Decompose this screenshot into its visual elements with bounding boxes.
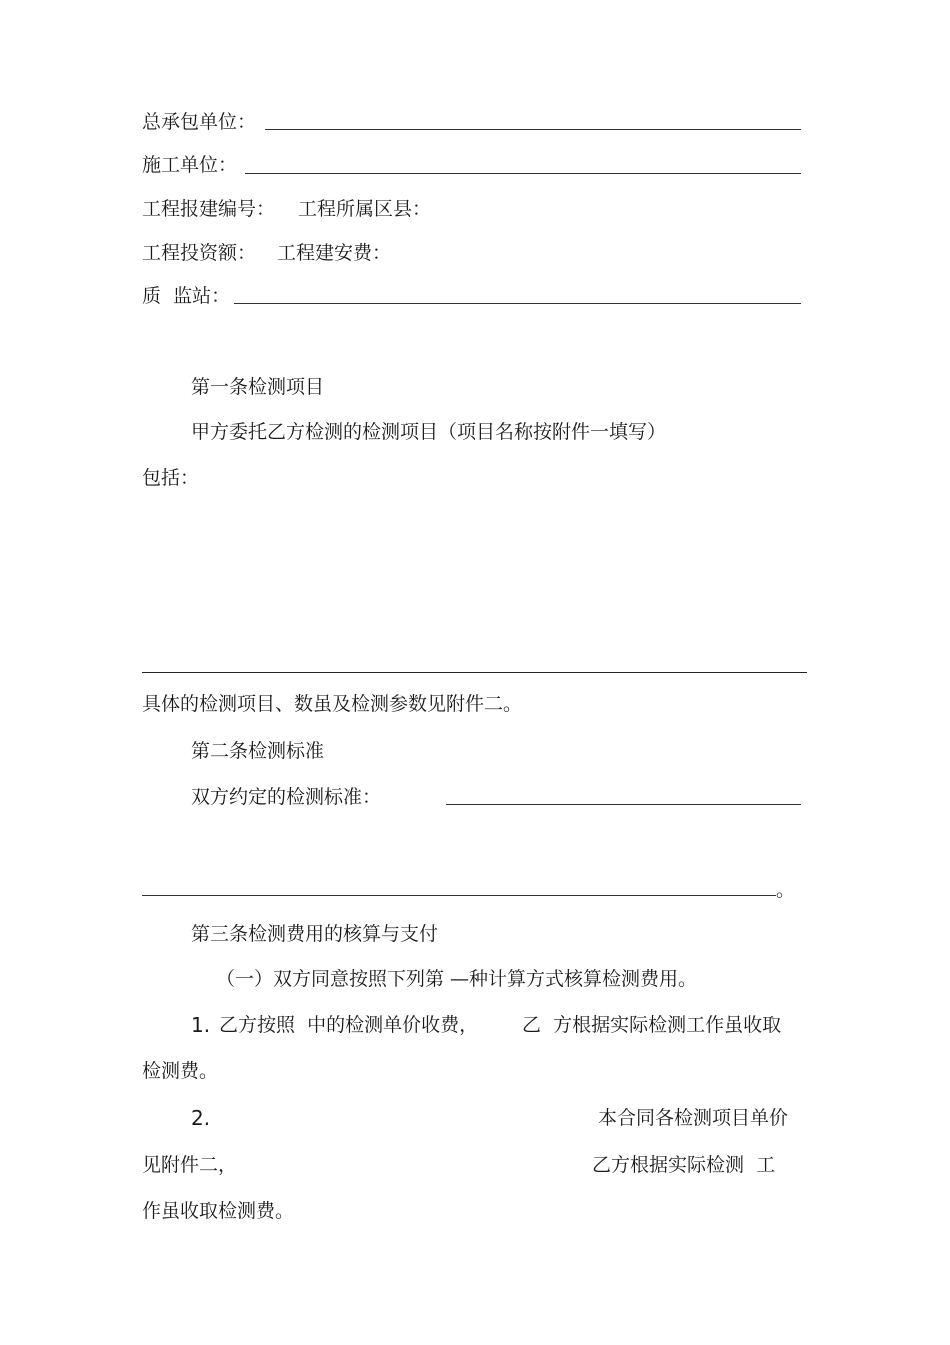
- install-fee-label: 工程建安费：: [277, 242, 392, 264]
- item1-text-b: 乙 方根据实际检测工作虽收取: [522, 1014, 782, 1036]
- district-label: 工程所属区县：: [298, 198, 432, 220]
- construction-unit-label: 施工单位：: [142, 154, 238, 176]
- item2-text-b: 见附件二，: [142, 1154, 238, 1176]
- article2-line1: 双方约定的检测标准：: [191, 786, 382, 808]
- standard-blank-line-2: [142, 895, 776, 896]
- item1-text-c: 检测费。: [142, 1060, 219, 1082]
- article3-sub1: （一）双方同意按照下列第 —种计算方式核算检测费用。: [216, 968, 698, 990]
- construction-unit-blank-line: [245, 173, 801, 174]
- article3-title: 第三条检测费用的核算与支付: [191, 923, 439, 945]
- item2-text-a: 本合同各检测项目单价: [598, 1107, 789, 1129]
- supervision-station-blank-line: [234, 303, 801, 304]
- standard-blank-line-1: [446, 804, 801, 805]
- article1-line2: 包括：: [142, 467, 200, 489]
- article1-title: 第一条检测项目: [191, 376, 325, 398]
- item2-number: 2.: [191, 1106, 211, 1130]
- general-contractor-label: 总承包单位：: [142, 111, 257, 133]
- article2-period: 。: [776, 879, 796, 901]
- supervision-station-label: 质 监站：: [142, 285, 231, 307]
- article2-title: 第二条检测标准: [191, 740, 325, 762]
- general-contractor-blank-line: [265, 129, 801, 130]
- item1-number: 1.: [191, 1013, 211, 1037]
- registration-no-label: 工程报建编号：: [142, 198, 276, 220]
- item2-text-d: 作虽收取检测费。: [142, 1200, 295, 1222]
- article1-line1: 甲方委托乙方检测的检测项目（项目名称按附件一填写）: [191, 421, 667, 443]
- investment-label: 工程投资额：: [142, 242, 257, 264]
- article1-blank-line: [142, 672, 807, 673]
- item1-text-a: 乙方按照 中的检测单价收费，: [219, 1014, 479, 1036]
- article1-line3: 具体的检测项目、数虽及检测参数见附件二。: [142, 693, 523, 715]
- item2-text-c: 乙方根据实际检测 工: [592, 1154, 776, 1176]
